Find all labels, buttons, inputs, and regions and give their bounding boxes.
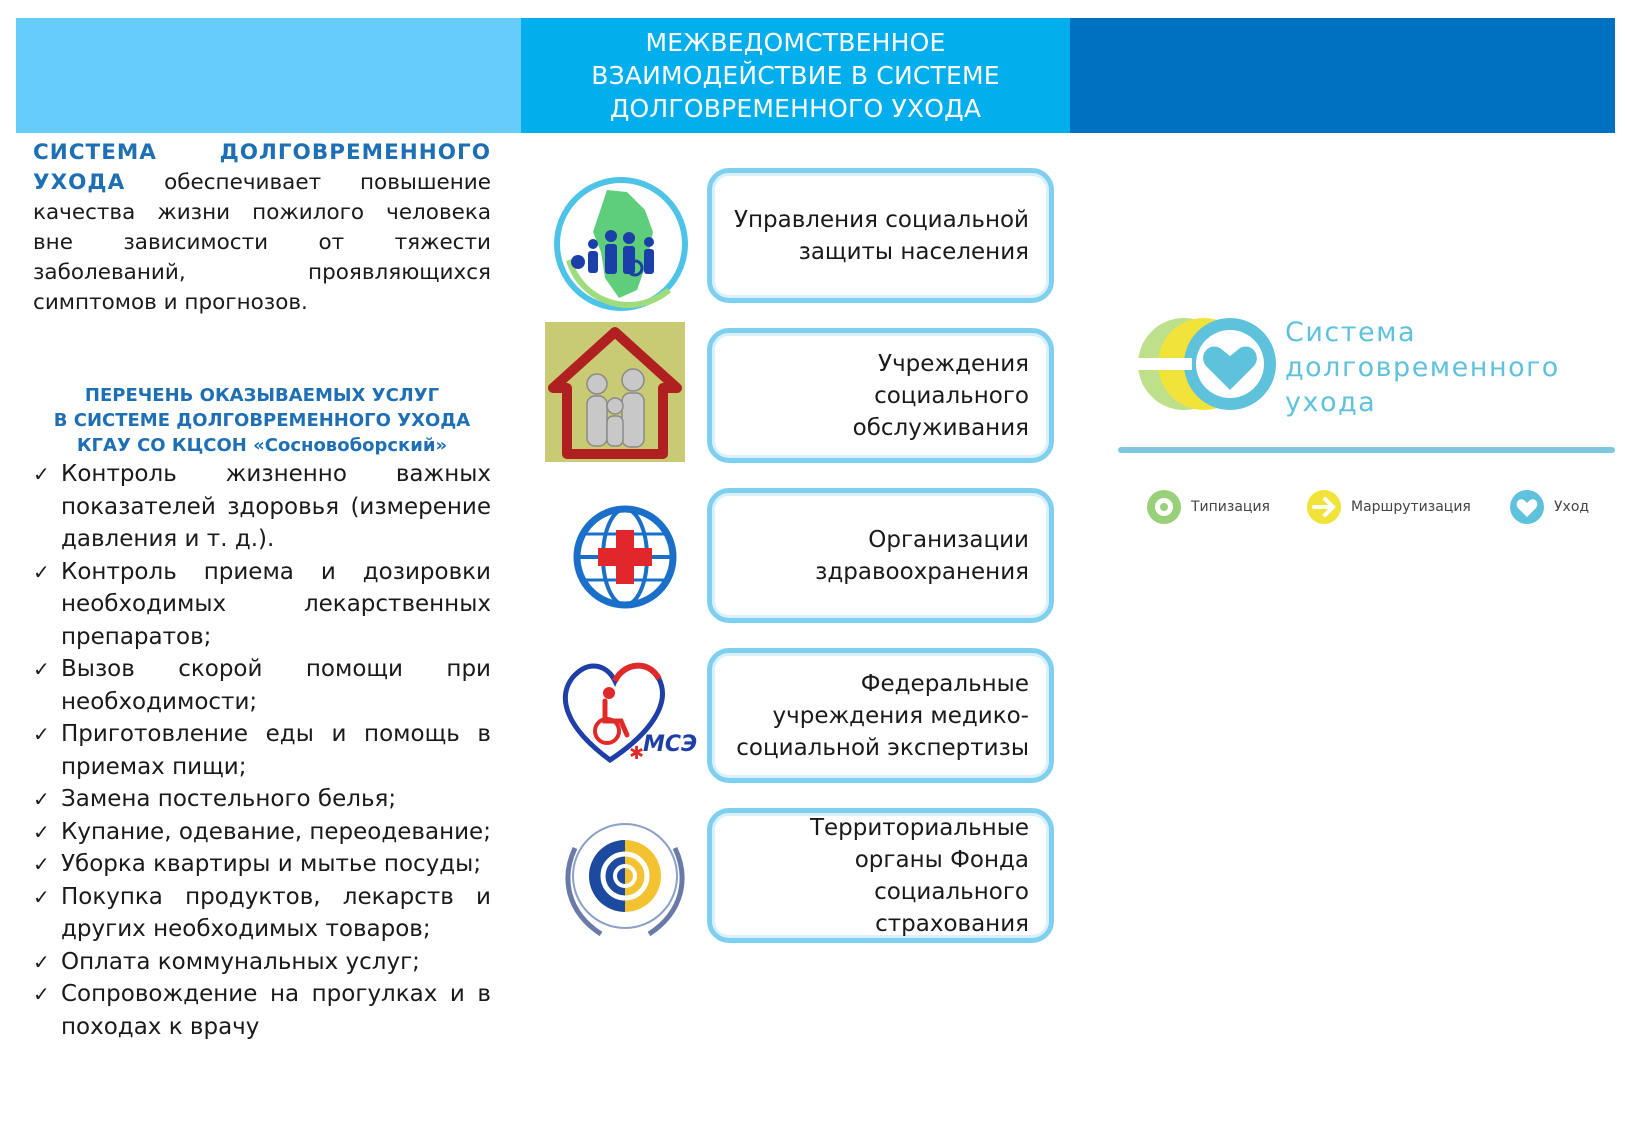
- svg-text:МСЭ: МСЭ: [643, 732, 698, 757]
- check-icon: ✓: [33, 559, 50, 584]
- globe-red-cross-icon: [570, 502, 680, 612]
- family-house-icon: [545, 322, 685, 462]
- legend-item-care: [1508, 488, 1589, 526]
- header-band-title: [521, 18, 1070, 133]
- intro-lead: СИСТЕМА ДОЛГОВРЕМЕННОГО УХОДА: [33, 140, 491, 195]
- org-box-healthcare: [707, 488, 1054, 623]
- routing-arrow-icon: [1305, 488, 1343, 526]
- header-band-left: [16, 18, 521, 133]
- header-band-right: [1070, 18, 1615, 133]
- list-item: ✓ Купание, одевание, переодевание;: [33, 816, 491, 849]
- social-insurance-fund-emblem-icon: [553, 808, 698, 948]
- list-item: ✓ Уборка квартиры и мытье посуды;: [33, 848, 491, 881]
- intro-paragraph: [33, 138, 491, 318]
- mse-heart-icon: [555, 655, 705, 770]
- legend-item-typing: [1145, 488, 1270, 526]
- care-heart-icon: [1508, 488, 1546, 526]
- check-icon: ✓: [33, 884, 50, 909]
- check-icon: ✓: [33, 462, 50, 486]
- org-box-medical-expertise: [707, 648, 1054, 783]
- org-label: Управления социальной защиты населения: [733, 206, 1029, 265]
- list-item: ✓ Приготовление еды и помощь в приемах пищи;: [33, 718, 491, 783]
- legend-label: Типизация: [1191, 499, 1270, 515]
- list-item: ✓ Вызов скорой помощи при необходимости;: [33, 653, 491, 718]
- legend-label: Уход: [1554, 499, 1590, 515]
- list-item: ✓ Контроль жизненно важных показателей здоровья (измерение давления и т. д.).: [33, 458, 491, 556]
- logo-divider: [1118, 447, 1615, 453]
- services-heading-line: КГАУ СО КЦСОН «Сосновоборский»: [76, 435, 448, 456]
- org-label: Территориальные органы Фонда социального страхования: [809, 814, 1029, 937]
- org-label: Федеральные учреждения медико- социальной экспертизы: [736, 670, 1029, 761]
- check-icon: ✓: [33, 787, 50, 811]
- legend-item-routing: [1305, 488, 1471, 526]
- services-heading-line: В СИСТЕМЕ ДОЛГОВРЕМЕННОГО УХОДА: [53, 410, 471, 431]
- services-list: [33, 458, 491, 1043]
- list-item: ✓ Сопровождение на прогулках и в походах к врачу: [33, 978, 491, 1043]
- typing-icon: [1145, 488, 1183, 526]
- check-icon: ✓: [33, 852, 50, 876]
- list-item: ✓ Замена постельного белья;: [33, 783, 491, 816]
- services-heading: [33, 383, 491, 458]
- svg-text:✱: ✱: [629, 743, 645, 764]
- intro-body: обеспечивает повышение качества жизни пожилого человека вне зависимости от тяжести заболеваний, проявляющихся симптомов и прогнозов.: [33, 170, 491, 315]
- check-icon: ✓: [33, 949, 50, 974]
- check-icon: ✓: [33, 819, 50, 844]
- org-label: Учреждения социального обслуживания: [852, 350, 1029, 441]
- legend-label: Маршрутизация: [1351, 499, 1471, 515]
- check-icon: ✓: [33, 657, 50, 681]
- org-box-social-protection: [707, 168, 1054, 303]
- services-heading-line: ПЕРЕЧЕНЬ ОКАЗЫВАЕМЫХ УСЛУГ: [84, 385, 440, 406]
- list-item: ✓ Контроль приема и дозировки необходимых лекарственных препаратов;: [33, 556, 491, 654]
- org-label: Организации здравоохранения: [815, 526, 1029, 585]
- list-item: ✓ Оплата коммунальных услуг;: [33, 946, 491, 979]
- org-box-social-insurance: [707, 808, 1054, 943]
- long-term-care-logo-icon: [1132, 312, 1282, 427]
- check-icon: ✓: [33, 982, 50, 1006]
- list-item: ✓ Покупка продуктов, лекарств и других необходимых товаров;: [33, 881, 491, 946]
- check-icon: ✓: [33, 722, 50, 746]
- social-protection-icon: [549, 172, 694, 317]
- logo-text: Система долговременного ухода: [1285, 317, 1560, 418]
- page-title: МЕЖВЕДОМСТВЕННОЕ ВЗАИМОДЕЙСТВИЕ В СИСТЕМЕ ДОЛГОВРЕМЕННОГО УХОДА: [591, 28, 1000, 123]
- org-box-social-service: [707, 328, 1054, 463]
